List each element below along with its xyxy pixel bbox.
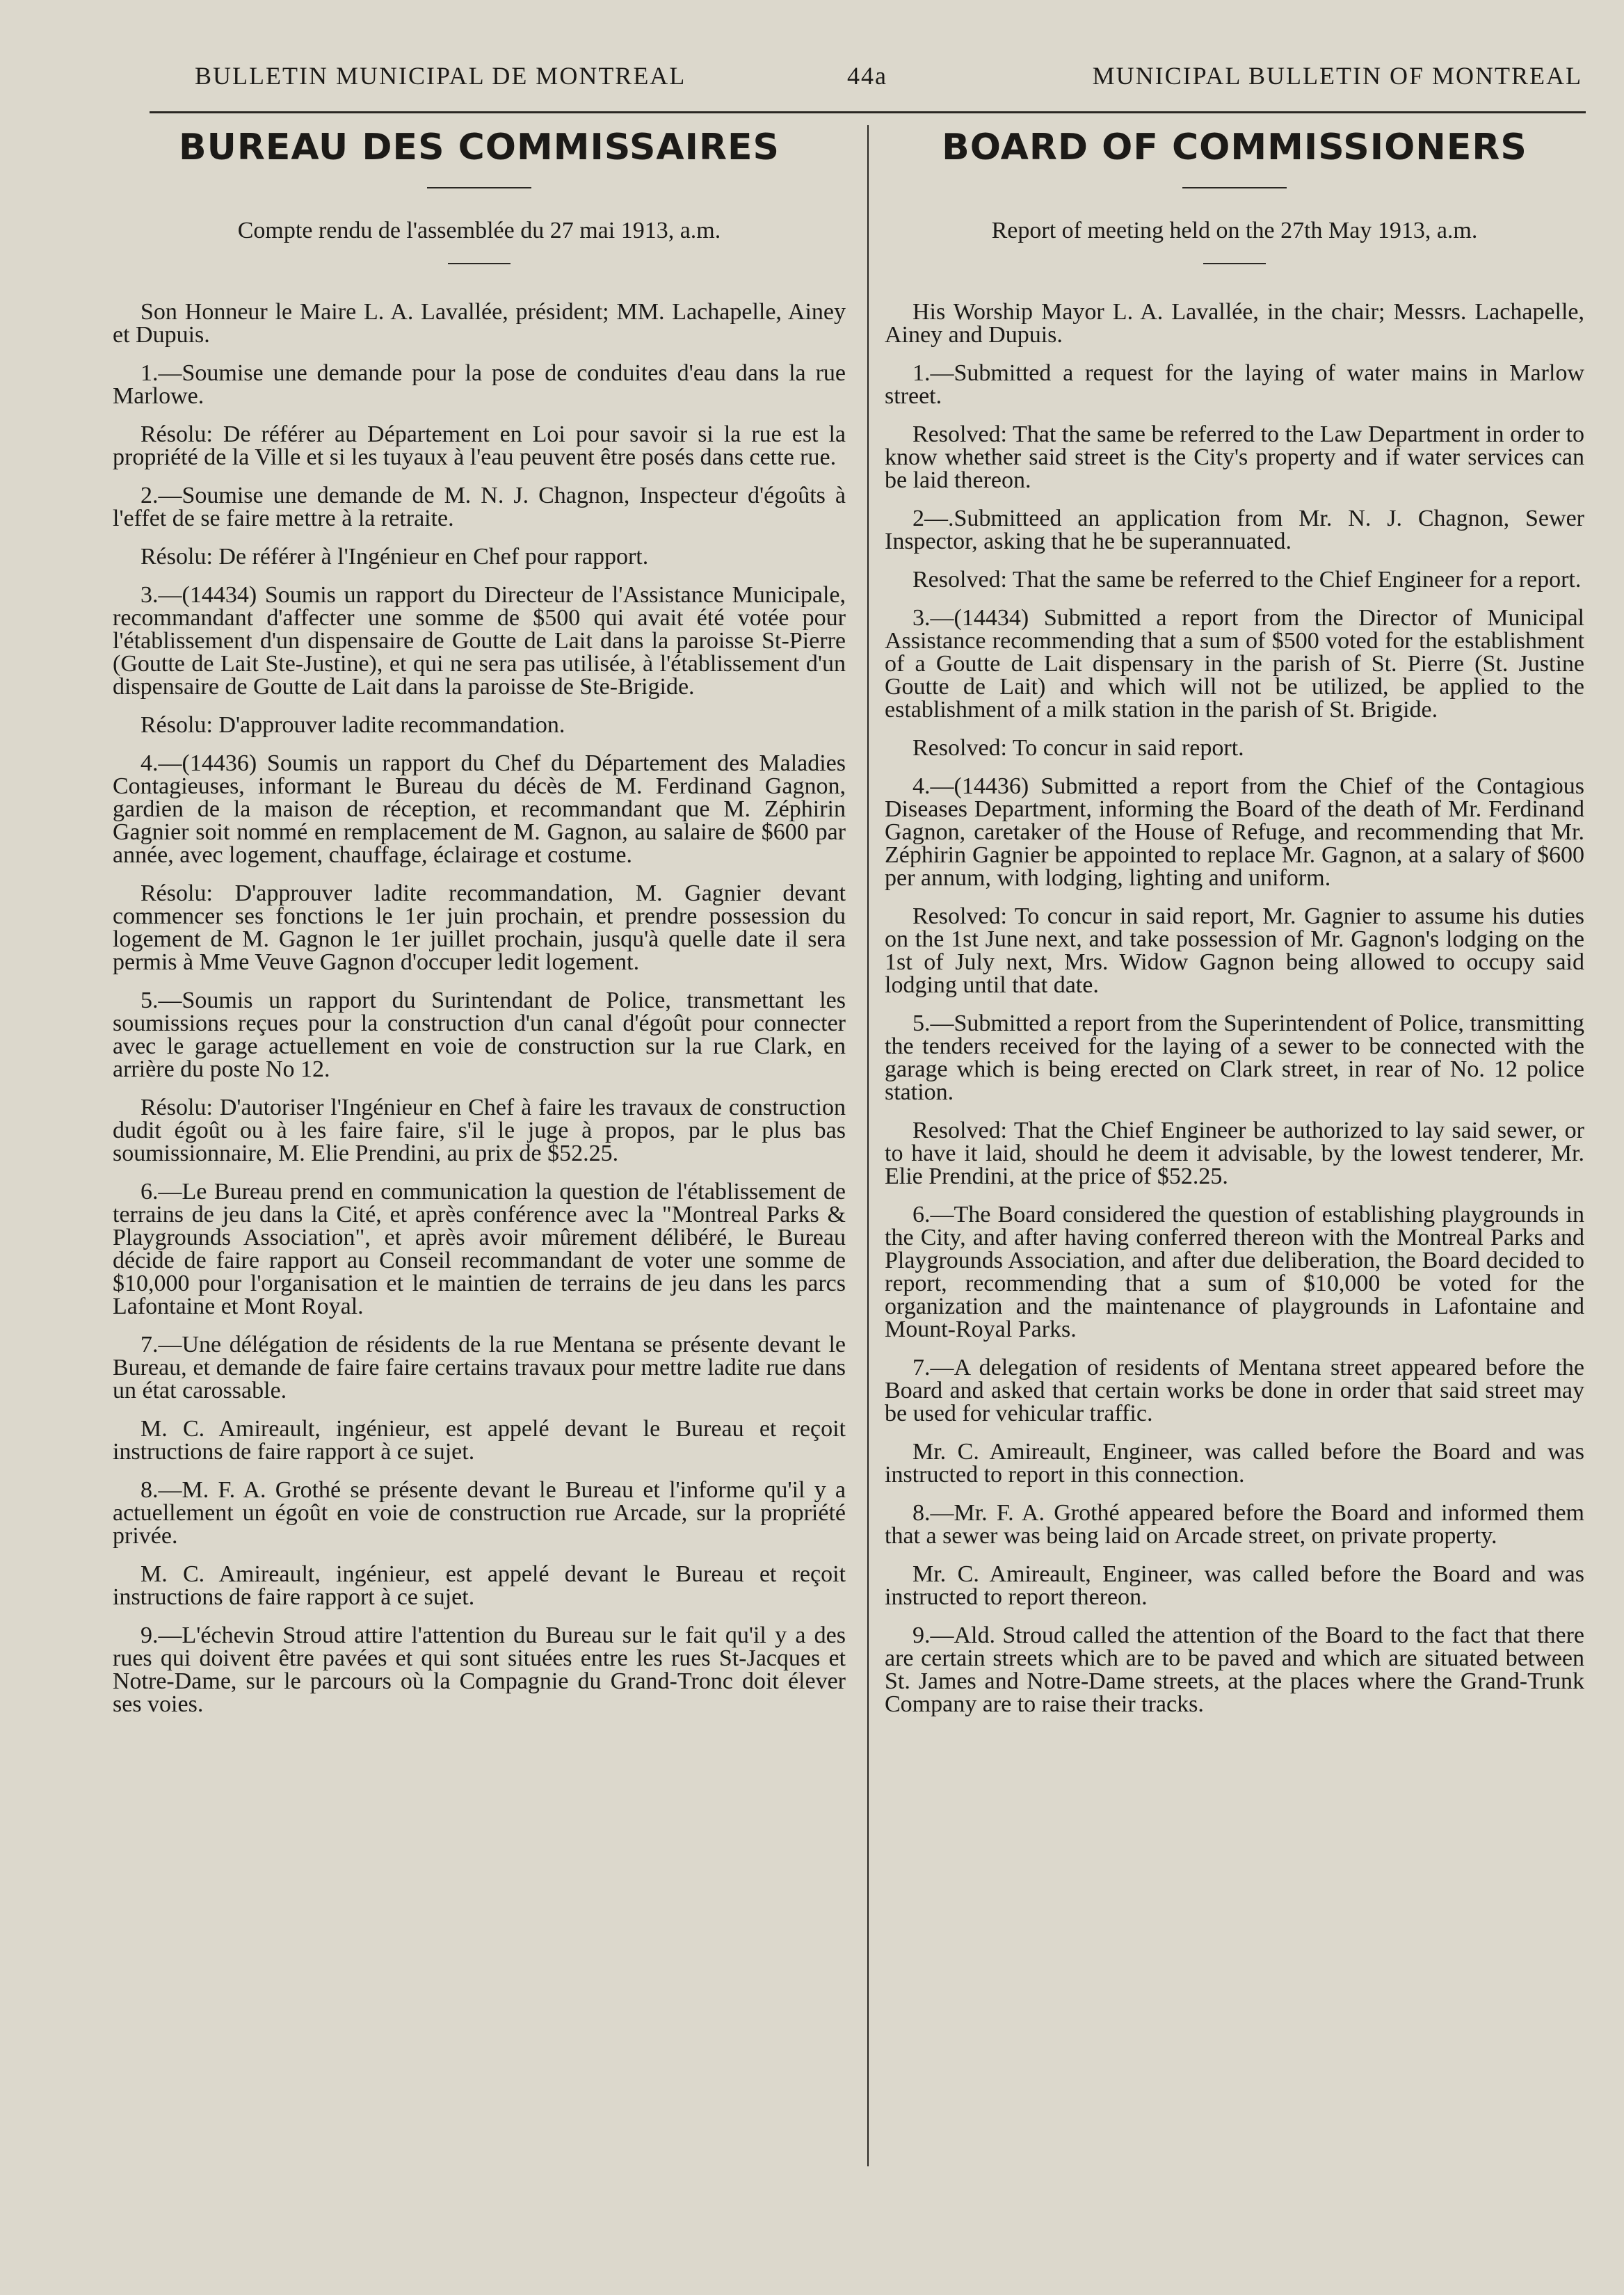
paragraph: 8.—M. F. A. Grothé se présente devant le Bureau et l'informe qu'il y a actuellement un égoût en voie de construction rue Arcade, sur la propriété privée. (113, 1477, 846, 1549)
paragraph: Résolu: D'approuver ladite recommandation, M. Gagnier devant commencer ses fonctions le 1er juin prochain, et prendre possession du logement de M. Gagnon le 1er juillet prochain, jusqu'à quelle date il sera permis à Mme Veuve Gagnon d'occuper ledit logement. (113, 880, 846, 975)
paragraph: M. C. Amireault, ingénieur, est appelé devant le Bureau et reçoit instructions de faire rapport à ce sujet. (113, 1561, 846, 1610)
paragraph: 1.—Soumise une demande pour la pose de conduites d'eau dans la rue Marlowe. (113, 360, 846, 409)
paragraph: Mr. C. Amireault, Engineer, was called before the Board and was instructed to report thereon. (885, 1561, 1584, 1610)
paragraph: Résolu: De référer au Département en Loi pour savoir si la rue est la propriété de la Ville et si les tuyaux à l'eau peuvent être posés dans cette rue. (113, 421, 846, 470)
running-header (188, 61, 1582, 96)
paragraph: 4.—(14436) Soumis un rapport du Chef du Département des Maladies Contagieuses, informant le Bureau du décès de M. Ferdinand Gagnon, gardien de la maison de réception, et recommandant que M. Zéphirin Gagnier soit nommé en remplacement de M. Gagnon, au salaire de $600 par année, avec logement, chauffage, éclairage et costume. (113, 750, 846, 868)
subtitle-rule (1203, 263, 1266, 264)
paragraph: Résolu: De référer à l'Ingénieur en Chef pour rapport. (140, 544, 649, 570)
paragraph: Résolu: D'approuver ladite recommandation. (140, 712, 565, 738)
paragraph: 3.—(14434) Soumis un rapport du Directeur de l'Assistance Municipale, recommandant d'affecter une somme de $500 qui avait été votée pour l'établissement d'un dispensaire de Goutte de Lait dans la paroisse St-Pierre (Goutte de Lait Ste-Justine), et qui ne sera pas utilisée, à l'établissement d'un dispensaire de Goutte de Lait dans la paroisse de Ste-Brigide. (113, 582, 846, 700)
paragraph: 9.—Ald. Stroud called the attention of the Board to the fact that there are certain streets which are to be paved and which are situated between St. James and Notre-Dame streets, at the places where the Grand-Trunk Company are to raise their tracks. (885, 1622, 1584, 1717)
paragraph: 6.—Le Bureau prend en communication la question de l'établissement de terrains de jeu dans la Cité, et après conférence avec la "Montreal Parks & Playgrounds Association", et après avoir mûrement délibéré, le Bureau décide de faire rapport au Conseil recommandant de voter une somme de $10,000 pour l'organisation et le maintien de terrains de jeu dans les parcs Lafontaine et Mont Royal. (113, 1179, 846, 1319)
english-body (885, 300, 1584, 1716)
paragraph: Resolved: To concur in said report, Mr. Gagnier to assume his duties on the 1st June next, and take possession of Mr. Gagnon's lodging on the 1st of July next, Mrs. Widow Gagnon being allowed to occupy said lodging until that date. (885, 903, 1584, 998)
header-rule (150, 111, 1586, 113)
paragraph: His Worship Mayor L. A. Lavallée, in the chair; Messrs. Lachapelle, Ainey and Dupuis. (885, 299, 1584, 348)
french-column (113, 127, 846, 1731)
paragraph: Resolved: That the same be referred to the Chief Engineer for a report. (913, 567, 1582, 593)
header-title-english: MUNICIPAL BULLETIN OF MONTREAL (1092, 62, 1582, 90)
paragraph: 8.—Mr. F. A. Grothé appeared before the Board and informed them that a sewer was being laid on Arcade street, on private property. (885, 1500, 1584, 1549)
paragraph: 7.—A delegation of residents of Mentana street appeared before the Board and asked that certain works be done in order that said street may be used for vehicular traffic. (885, 1355, 1584, 1426)
paragraph: Resolved: That the Chief Engineer be authorized to lay said sewer, or to have it laid, should he deem it advisable, by the lowest tenderer, Mr. Elie Prendini, at the price of $52.25. (885, 1118, 1584, 1189)
french-body (113, 300, 846, 1716)
english-column (885, 127, 1584, 1731)
paragraph: 5.—Submitted a report from the Superintendent of Police, transmitting the tenders received for the laying of a sewer to be connected with the garage which is being erected on Clark street, in rear of No. 12 police station. (885, 1010, 1584, 1105)
french-title: BUREAU DES COMMISSAIRES (178, 127, 780, 168)
paragraph: Resolved: To concur in said report. (913, 735, 1244, 761)
title-rule (1182, 187, 1287, 188)
paragraph: 9.—L'échevin Stroud attire l'attention du Bureau sur le fait qu'il y a des rues qui doivent être pavées et qui sont situées entre les rues St-Jacques et Notre-Dame, sur le parcours où la Compagnie du Grand-Tronc doit élever ses voies. (113, 1622, 846, 1717)
paragraph: 3.—(14434) Submitted a report from the Director of Municipal Assistance recommending that a sum of $500 voted for the establishment of a Goutte de Lait dispensary in the parish of St. Pierre (St. Justine Goutte de Lait) and which will not be utilized, be applied to the establishment of a milk station in the parish of St. Brigide. (885, 605, 1584, 723)
header-title-french: BULLETIN MUNICIPAL DE MONTREAL (195, 62, 686, 90)
paragraph: 5.—Soumis un rapport du Surintendant de Police, transmettant les soumissions reçues pour la construction d'un canal d'égoût pour connecter avec le garage actuellement en voie de construction sur la rue Clark, en arrière du poste No 12. (113, 988, 846, 1082)
french-subtitle: Compte rendu de l'assemblée du 27 mai 1913, a.m. (237, 218, 721, 243)
page-number: 44a (847, 62, 887, 90)
title-rule (427, 187, 531, 188)
paragraph: 6.—The Board considered the question of establishing playgrounds in the City, and after having conferred thereon with the Montreal Parks and Playgrounds Association, and after due deliberation, the Board decided to report, recommending that a sum of $10,000 be voted for the organization and the maintenance of playgrounds in Lafontaine and Mount-Royal Parks. (885, 1202, 1584, 1342)
column-divider (867, 125, 869, 2166)
paragraph: Son Honneur le Maire L. A. Lavallée, président; MM. Lachapelle, Ainey et Dupuis. (113, 299, 846, 348)
paragraph: 4.—(14436) Submitted a report from the Chief of the Contagious Diseases Department, informing the Board of the death of Mr. Ferdinand Gagnon, caretaker of the House of Refuge, and recommending that Mr. Zéphirin Gagnier be appointed to replace Mr. Gagnon, at a salary of $600 per annum, with lodging, lighting and uniform. (885, 773, 1584, 891)
paragraph: 2—.Submitteed an application from Mr. N. J. Chagnon, Sewer Inspector, asking that he be superannuated. (885, 506, 1584, 554)
paragraph: M. C. Amireault, ingénieur, est appelé devant le Bureau et reçoit instructions de faire rapport à ce sujet. (113, 1416, 846, 1465)
paragraph: 7.—Une délégation de résidents de la rue Mentana se présente devant le Bureau, et demande de faire faire certains travaux pour mettre ladite rue dans un état carossable. (113, 1332, 846, 1403)
paragraph: 1.—Submitted a request for the laying of water mains in Marlow street. (885, 360, 1584, 409)
subtitle-rule (448, 263, 510, 264)
english-title: BOARD OF COMMISSIONERS (942, 127, 1527, 168)
paragraph: 2.—Soumise une demande de M. N. J. Chagnon, Inspecteur d'égoûts à l'effet de se faire mettre à la retraite. (113, 483, 846, 531)
english-subtitle: Report of meeting held on the 27th May 1913, a.m. (991, 218, 1478, 243)
paragraph: Résolu: D'autoriser l'Ingénieur en Chef à faire les travaux de construction dudit égoût ou à les faire faire, s'il le juge à propos, par le plus bas soumissionnaire, M. Elie Prendini, au prix de $52.25. (113, 1095, 846, 1166)
paragraph: Mr. C. Amireault, Engineer, was called before the Board and was instructed to report in this connection. (885, 1439, 1584, 1488)
paragraph: Resolved: That the same be referred to the Law Department in order to know whether said street is the City's property and if water services can be laid thereon. (885, 421, 1584, 493)
